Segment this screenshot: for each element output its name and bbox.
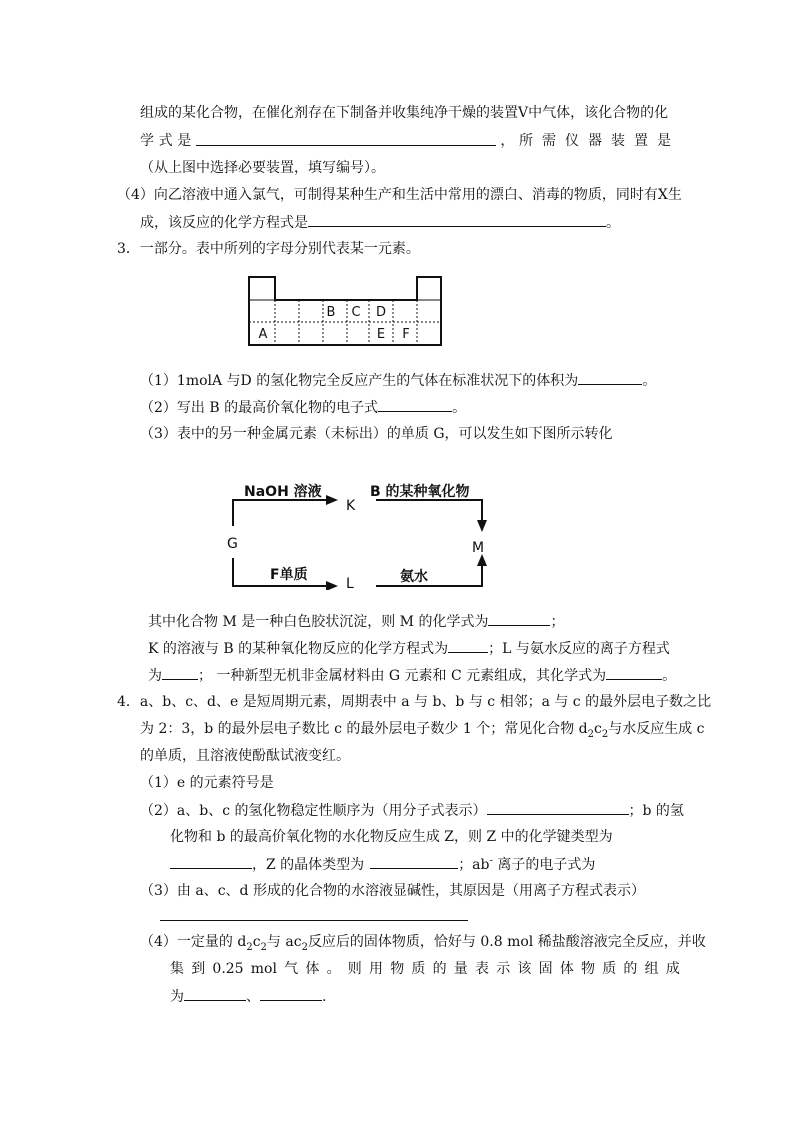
q4-text: 成	[665, 961, 680, 977]
node-g: G	[227, 536, 238, 552]
answer-blank[interactable]	[184, 986, 246, 1001]
q4-text: 集	[170, 961, 184, 977]
q2-line-2	[140, 131, 680, 151]
q4-text: 示	[496, 961, 511, 977]
q4-text: 与水反应生成 c	[608, 721, 705, 737]
q4-part-3-answer	[160, 906, 468, 927]
q4-text: 离子的电子式为	[492, 857, 596, 873]
answer-blank[interactable]	[196, 131, 496, 146]
subscript: 2	[260, 941, 267, 953]
q2-line-3: （从上图中选择必要装置，填写编号）。	[140, 160, 385, 176]
q4-text: 用	[368, 961, 383, 977]
q4-text: 物	[581, 961, 596, 977]
subscript: 2	[601, 728, 609, 740]
q4-text: 为 2：3，b 的最外层电子数比 c 的最外层电子数少 1 个；常见化合物 d	[140, 721, 588, 737]
q4-text: 则	[347, 961, 362, 977]
q4-text: 、	[246, 989, 260, 1005]
q4-part-2	[140, 800, 684, 821]
answer-blank[interactable]	[606, 665, 662, 680]
q3-part-2	[140, 397, 466, 418]
q3-text: 。	[662, 668, 677, 684]
q4-text: （4）一定量的 d	[140, 934, 247, 950]
q2-text: ，	[500, 133, 515, 149]
q4-text: 量	[453, 961, 468, 977]
node-k: K	[346, 498, 356, 514]
label-b-oxide: B 的某种氧化物	[370, 484, 470, 500]
q4-part-4-cont	[170, 959, 680, 979]
q3-text: ；	[550, 614, 565, 630]
q4-text: c	[252, 934, 261, 950]
q4-text: c	[594, 721, 602, 737]
q4-text: .	[322, 989, 327, 1005]
answer-blank[interactable]	[487, 800, 629, 815]
node-l: L	[346, 576, 354, 592]
q3-part-1	[140, 370, 656, 391]
q4-text: 体	[559, 961, 574, 977]
element-f: F	[402, 327, 410, 342]
node-m: M	[472, 540, 485, 556]
q2-text: 成，该反应的化学方程式是	[140, 215, 308, 231]
transformation-diagram	[220, 478, 500, 590]
periodic-table-fragment	[248, 276, 442, 346]
label-ammonia: 氨水	[400, 569, 428, 585]
q2-part-4: （4）向乙溶液中通入氯气，可制得某种生产和生活中常用的漂白、消毒的物质，同时有X生	[117, 187, 682, 203]
element-a: A	[258, 327, 268, 342]
answer-blank[interactable]	[308, 212, 606, 227]
q4-text: 0.25	[212, 961, 244, 977]
q3-text: 其中化合物 M 是一种白色胶状沉淀，则 M 的化学式为	[148, 614, 489, 630]
element-d: D	[375, 305, 386, 320]
q4-line-2	[140, 719, 705, 739]
q3-text: ； 一种新型无机非金属材料由 G 元素和 C 元素组成，其化学式为	[198, 668, 607, 684]
q4-text: 质	[602, 961, 617, 977]
q2-text: 。	[606, 215, 620, 231]
q4-text: 该	[517, 961, 532, 977]
q3-text: ；L 与氨水反应的离子方程式	[488, 641, 670, 657]
q4-part-2-cont2	[170, 854, 595, 875]
q4-text: 为	[170, 989, 184, 1005]
q4-text: 与 ac	[266, 934, 302, 950]
q2-text: 所需仪器装置是	[518, 133, 680, 149]
q3-text: 。	[642, 373, 657, 389]
q4-text: 的	[432, 961, 447, 977]
q4-part-4	[140, 932, 706, 952]
q4-line-3: 的单质，且溶液使酚酞试液变红。	[140, 748, 350, 764]
q2-line-5	[140, 212, 620, 233]
q4-part-3: （3）由 a、c、d 形成的化合物的水溶液显碱性，其原因是（用离子方程式表示）	[140, 883, 645, 899]
element-e: E	[376, 327, 386, 342]
q3-text: K 的溶液与 B 的某种氧化物反应的化学方程式为	[148, 641, 449, 657]
answer-blank[interactable]	[370, 854, 458, 869]
answer-blank[interactable]	[170, 854, 252, 869]
q4-part-2-cont: 化物和 b 的最高价氧化物的水化物反应生成 Z，则 Z 中的化学键类型为	[170, 829, 613, 845]
q4-text: 组	[644, 961, 659, 977]
q3-text: 为	[148, 668, 162, 684]
answer-blank[interactable]	[160, 906, 468, 921]
q4-text: ；b 的氢	[628, 803, 684, 819]
q3-text: 。	[452, 400, 467, 416]
element-b: B	[326, 305, 336, 320]
q3-statement-3	[148, 665, 676, 686]
q4-text: 物	[390, 961, 405, 977]
element-c: C	[351, 305, 361, 320]
q4-text: ，Z 的晶体类型为	[252, 857, 365, 873]
q4-text: 。	[326, 961, 341, 977]
label-f: F单质	[270, 567, 308, 583]
q3-text: （2）写出 B 的最高价氧化物的电子式	[140, 400, 379, 416]
answer-blank[interactable]	[578, 370, 642, 385]
answer-blank[interactable]	[488, 611, 550, 626]
q3-statement-1	[148, 611, 564, 632]
q3-statement-2	[148, 638, 670, 659]
q4-part-1: （1）e 的元素符号是	[140, 775, 274, 791]
q4-text: 体	[305, 961, 320, 977]
superscript: -	[489, 855, 493, 867]
q4-text: 到	[191, 961, 206, 977]
answer-blank[interactable]	[162, 665, 198, 680]
q4-text: 固	[538, 961, 553, 977]
subscript: 2	[246, 941, 253, 953]
label-naoh: NaOH 溶液	[244, 484, 322, 500]
q4-text: （2）a、b、c 的氢化物稳定性顺序为（用分子式表示）	[140, 803, 487, 819]
subscript: 2	[587, 728, 595, 740]
q4-text: 气	[284, 961, 299, 977]
answer-blank[interactable]	[448, 638, 488, 653]
q3-part-3: （3）表中的另一种金属元素（未标出）的单质 G，可以发生如下图所示转化	[140, 426, 613, 442]
q3-text: （1）1molA 与D 的氢化物完全反应产生的气体在标准状况下的体积为	[140, 373, 579, 389]
q3-intro: 3．一部分。表中所列的字母分别代表某一元素。	[117, 241, 420, 257]
subscript: 2	[301, 941, 308, 953]
answer-blank[interactable]	[378, 397, 452, 412]
q4-text: 表	[475, 961, 489, 977]
q4-part-4-answer	[170, 986, 326, 1007]
answer-blank[interactable]	[260, 986, 322, 1001]
q4-line-1: 4．a、b、c、d、e 是短周期元素，周期表中 a 与 b、b 与 c 相邻；a 与 c 的最外层电子数之比	[117, 694, 712, 710]
q2-line-1: 组成的某化合物，在催化剂存在下制备并收集纯净干燥的装置Ⅴ中气体，该化合物的化	[140, 105, 669, 121]
q2-text: 式	[158, 133, 173, 149]
q2-text: 是	[177, 133, 192, 149]
q4-text: 反应后的固体物质，恰好与 0.8 mol 稀盐酸溶液完全反应，并收	[307, 934, 706, 950]
q4-text: 质	[411, 961, 426, 977]
q4-text: 的	[623, 961, 638, 977]
q2-text: 学	[140, 133, 154, 149]
q4-text: mol	[250, 961, 277, 977]
q4-text: ；ab	[458, 857, 490, 873]
